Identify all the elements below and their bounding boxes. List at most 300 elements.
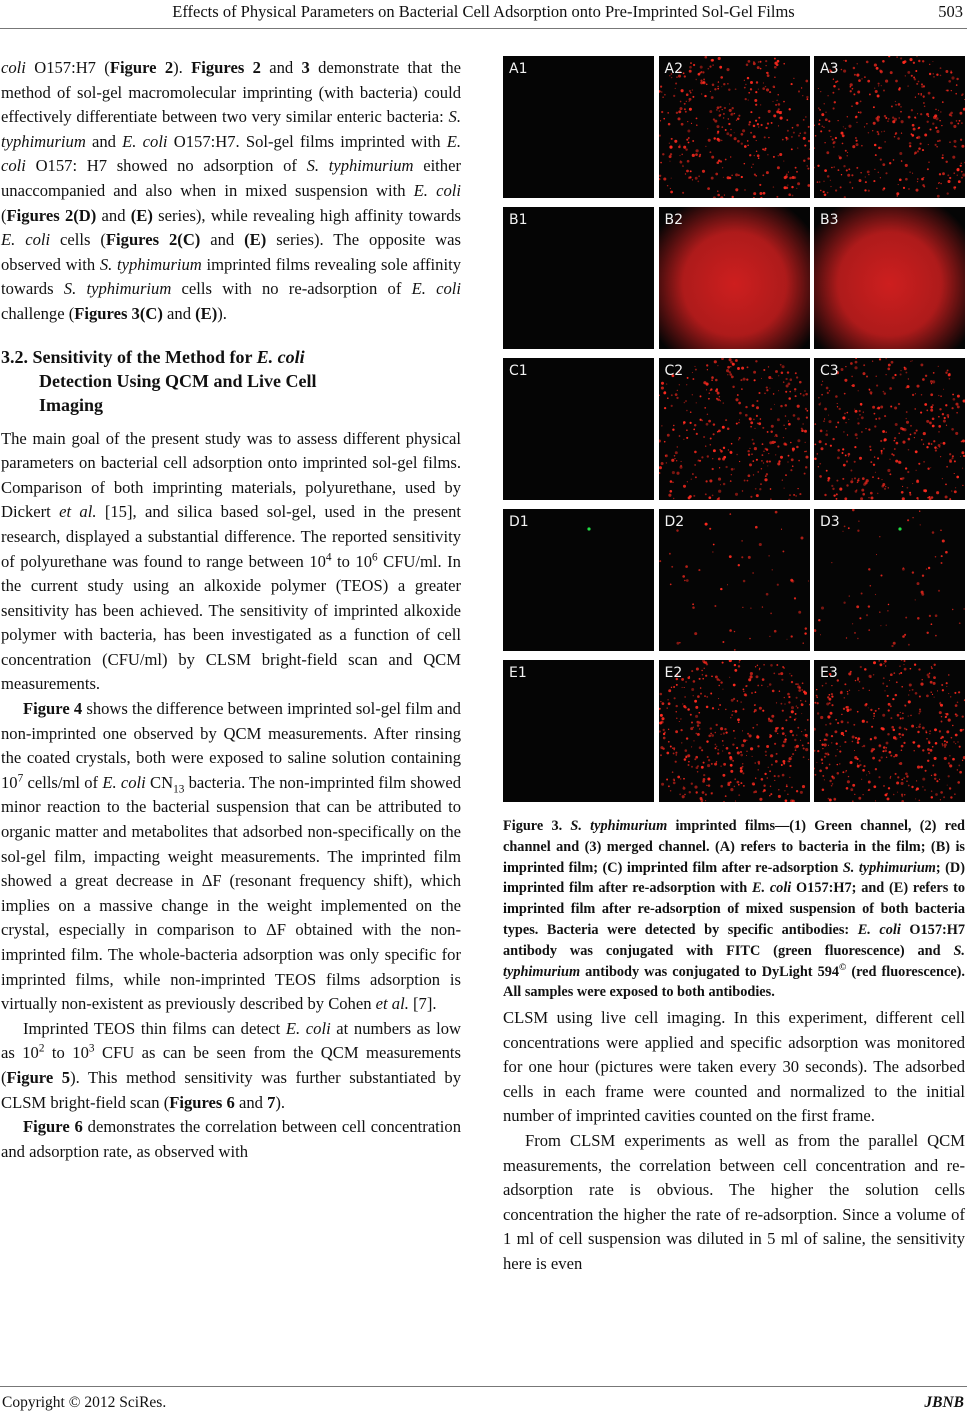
bacterium-spot — [662, 733, 664, 735]
bacterium-spot — [741, 556, 743, 558]
bacterium-spot — [684, 580, 685, 581]
bacterium-spot — [950, 70, 951, 71]
bacterium-spot — [691, 179, 692, 180]
bacterium-spot — [949, 113, 952, 116]
bacterium-spot — [877, 95, 880, 98]
bacterium-spot — [927, 760, 929, 762]
bacterium-spot — [823, 127, 825, 129]
bacterium-spot — [713, 137, 715, 139]
bacterium-spot — [777, 108, 779, 110]
bacterium-spot — [701, 170, 704, 173]
bacterium-spot — [854, 477, 856, 479]
bacterium-spot — [761, 685, 763, 687]
bacterium-spot — [950, 696, 951, 697]
bacterium-spot — [728, 371, 730, 373]
bacterium-spot — [667, 785, 669, 787]
text-run: Figures 3(C) — [74, 303, 163, 323]
text-run: O157:H7; and (E) refers to imprinted film after re-adsorption of mixed suspension of both bacteria types. Bacteria were detected by specific antibodies: — [503, 880, 966, 938]
bacterium-spot — [733, 137, 736, 140]
bacterium-spot — [936, 146, 937, 147]
bacterium-spot — [941, 716, 942, 717]
bacterium-spot — [956, 120, 958, 122]
text-run: E. coli — [411, 279, 462, 299]
journal-abbreviation: JBNB — [924, 1394, 964, 1411]
bacterium-spot — [962, 760, 963, 761]
bacterium-spot — [717, 88, 719, 90]
bacterium-spot — [846, 770, 847, 771]
bacterium-spot — [872, 361, 873, 362]
bacterium-spot — [893, 642, 896, 645]
bacterium-spot — [801, 744, 803, 746]
bacterium-spot — [886, 747, 887, 748]
bacterium-spot — [852, 736, 855, 739]
bacterium-spot — [708, 392, 710, 394]
bacterium-spot — [857, 638, 858, 639]
bacterium-spot — [939, 779, 940, 780]
bacterium-spot — [935, 635, 937, 637]
bacterium-spot — [788, 696, 790, 698]
bacterium-spot — [727, 366, 730, 369]
bacterium-spot — [778, 673, 780, 675]
bacterium-spot — [819, 119, 821, 121]
bacterium-spot — [918, 127, 920, 129]
bacterium-spot — [948, 80, 951, 83]
bacterium-spot — [828, 420, 831, 423]
bacterium-spot — [907, 519, 909, 521]
bacterium-spot — [793, 597, 795, 599]
text-run: [15], and silica based sol-gel, used in the present research, displayed a substantial difference. The reported sensitivity of polyurethane was found to range between 10 — [1, 502, 462, 571]
bacterium-spot — [936, 74, 938, 76]
bacterium-spot — [697, 460, 698, 461]
bacterium-spot — [936, 130, 939, 133]
text-run: at numbers as low as 10 — [1, 1018, 461, 1063]
bacterium-spot — [752, 791, 754, 793]
bacterium-spot — [757, 761, 760, 764]
bacterium-spot — [953, 186, 956, 189]
bacterium-spot — [825, 733, 827, 735]
bacterium-spot — [704, 407, 706, 409]
bacterium-spot — [806, 737, 807, 738]
bacterium-spot — [794, 739, 796, 741]
bacterium-spot — [879, 70, 882, 73]
bacterium-spot — [749, 419, 751, 421]
bacterium-spot — [940, 456, 941, 457]
bacterium-spot — [820, 716, 823, 719]
bacterium-spot — [788, 193, 791, 196]
bacterium-spot — [676, 446, 677, 447]
bacterium-spot — [779, 117, 782, 120]
bacterium-spot — [940, 75, 942, 77]
bacterium-spot — [742, 708, 744, 710]
bacterium-spot — [784, 741, 786, 743]
bacterium-spot — [915, 70, 917, 72]
bacterium-spot — [924, 789, 925, 790]
bacterium-spot — [799, 493, 801, 495]
bacterium-spot — [682, 192, 684, 194]
bacterium-spot — [695, 153, 698, 156]
bacterium-spot — [774, 730, 777, 733]
bacterium-spot — [822, 775, 824, 777]
figure-3-micrograph-grid — [503, 56, 965, 804]
text-run: Figure 6 — [23, 1117, 83, 1137]
bacterium-spot — [683, 75, 685, 77]
bacterium-spot — [852, 784, 855, 787]
bacterium-spot — [952, 455, 954, 457]
bacterium-spot — [729, 764, 732, 767]
bacterium-spot — [790, 148, 792, 150]
bacterium-spot — [882, 683, 884, 685]
bacterium-spot — [695, 79, 696, 80]
bacterium-spot — [705, 445, 706, 446]
bacterium-spot — [832, 142, 834, 144]
bacterium-spot — [914, 437, 915, 438]
bacterium-spot — [819, 181, 820, 182]
bacterium-spot — [703, 381, 706, 384]
bacterium-spot — [900, 373, 902, 375]
bacterium-spot — [720, 681, 722, 683]
bacterium-spot — [674, 140, 677, 143]
bacterium-spot — [730, 443, 732, 445]
bacterium-spot — [942, 689, 944, 691]
bacterium-spot — [841, 174, 842, 175]
bacterium-spot — [938, 431, 939, 432]
bacterium-spot — [773, 775, 775, 777]
bacterium-spot — [845, 706, 847, 708]
bacterium-spot — [771, 378, 772, 379]
bacterium-spot — [948, 762, 950, 764]
bacterium-spot — [846, 484, 848, 486]
text-run: S. typhimurium — [306, 156, 414, 176]
text-run: imprinted films revealing sole affinity towards — [1, 254, 461, 299]
bacterium-spot — [959, 120, 961, 122]
bacterium-spot — [848, 419, 849, 420]
bacterium-spot — [778, 111, 781, 114]
bacterium-spot — [741, 730, 742, 731]
bacterium-spot — [804, 734, 807, 737]
bacterium-spot — [747, 474, 750, 477]
text-run: to 10 — [331, 551, 373, 571]
bacterium-spot — [911, 109, 913, 111]
bacterium-spot — [816, 696, 818, 698]
bacterium-spot — [731, 363, 734, 366]
bacterium-spot — [953, 398, 956, 401]
bacterium-spot — [847, 434, 848, 435]
bacterium-spot — [762, 192, 765, 195]
bacterium-spot — [937, 140, 939, 142]
micrograph-panel-a2 — [659, 56, 810, 198]
bacterium-spot — [788, 108, 790, 110]
bacterium-spot — [689, 92, 691, 94]
green-fluorescent-spot — [898, 527, 901, 530]
bacterium-spot — [964, 162, 965, 163]
bacterium-spot — [760, 197, 762, 198]
bacterium-spot — [741, 490, 742, 491]
bacterium-spot — [755, 415, 757, 417]
bacterium-spot — [682, 166, 683, 167]
bacterium-spot — [703, 436, 705, 438]
micrograph-panel-c2 — [659, 358, 810, 500]
bacterium-spot — [796, 147, 797, 148]
text-run: either unaccompanied and also when in mixed suspension with — [1, 156, 461, 200]
bacterium-spot — [894, 406, 897, 409]
bacterium-spot — [757, 61, 759, 63]
bacterium-spot — [863, 364, 865, 366]
bacterium-spot — [837, 422, 839, 424]
bacterium-spot — [949, 755, 951, 757]
bacterium-spot — [685, 148, 687, 150]
bacterium-spot — [926, 632, 928, 634]
text-run: S. typhimurium — [99, 254, 202, 274]
bacterium-spot — [876, 67, 879, 70]
bacterium-spot — [864, 76, 866, 78]
bacterium-spot — [954, 173, 955, 174]
bacterium-spot — [752, 572, 754, 574]
bacterium-spot — [717, 57, 720, 60]
bacterium-spot — [659, 466, 662, 469]
bacterium-spot — [765, 171, 768, 174]
bacterium-spot — [919, 511, 920, 512]
bacterium-spot — [762, 148, 764, 150]
bacterium-spot — [719, 66, 722, 69]
bacterium-spot — [660, 162, 662, 164]
bacterium-spot — [942, 101, 944, 103]
bacterium-spot — [936, 188, 937, 189]
bacterium-spot — [824, 418, 825, 419]
bacterium-spot — [859, 179, 862, 182]
text-run: and — [162, 303, 196, 323]
bacterium-spot — [932, 404, 934, 406]
bacterium-spot — [720, 785, 723, 788]
bacterium-spot — [858, 797, 861, 800]
bacterium-spot — [750, 111, 752, 113]
bacterium-spot — [814, 702, 816, 704]
bacterium-spot — [764, 478, 767, 481]
bacterium-spot — [955, 487, 956, 488]
bacterium-spot — [950, 122, 953, 125]
text-run: 7 — [17, 772, 24, 785]
bacterium-spot — [766, 745, 769, 748]
bacterium-spot — [687, 708, 690, 711]
bacterium-spot — [887, 695, 889, 697]
bacterium-spot — [685, 681, 687, 683]
bacterium-spot — [828, 415, 829, 416]
bacterium-spot — [659, 560, 661, 562]
bacterium-spot — [660, 746, 663, 749]
bacterium-spot — [743, 693, 746, 696]
bacterium-spot — [835, 137, 837, 139]
bacterium-spot — [783, 187, 784, 188]
bacterium-spot — [890, 71, 893, 74]
bacterium-spot — [814, 147, 815, 149]
bacterium-spot — [854, 756, 857, 759]
text-run: antibody was conjugated to DyLight 594 — [580, 963, 840, 980]
bacterium-spot — [945, 70, 948, 73]
bacterium-spot — [688, 100, 689, 101]
bacterium-spot — [742, 378, 745, 381]
bacterium-spot — [784, 735, 785, 736]
bacterium-spot — [672, 428, 674, 430]
bacterium-spot — [942, 745, 944, 747]
bacterium-spot — [756, 724, 758, 726]
bacterium-spot — [764, 392, 766, 394]
bacterium-spot — [935, 793, 938, 796]
bacterium-spot — [878, 744, 881, 747]
bacterium-spot — [864, 126, 865, 127]
bacterium-spot — [923, 489, 926, 492]
micrograph-image — [814, 509, 965, 651]
bacterium-spot — [949, 141, 951, 143]
bacterium-spot — [784, 415, 786, 417]
bacterium-spot — [960, 456, 961, 457]
bacterium-spot — [668, 689, 671, 692]
bacterium-spot — [726, 132, 729, 135]
bacterium-spot — [805, 393, 808, 396]
bacterium-spot — [861, 416, 864, 419]
bacterium-spot — [947, 192, 949, 194]
bacterium-spot — [857, 422, 859, 424]
bacterium-spot — [901, 749, 903, 751]
bacterium-spot — [752, 197, 754, 198]
bacterium-spot — [926, 446, 928, 448]
bacterium-spot — [666, 185, 667, 186]
bacterium-spot — [948, 775, 950, 777]
bacterium-spot — [692, 473, 694, 475]
bacterium-spot — [874, 425, 876, 427]
bacterium-spot — [910, 361, 911, 362]
bacterium-spot — [902, 486, 903, 487]
bacterium-spot — [848, 125, 851, 128]
bacterium-spot — [845, 60, 847, 62]
bacterium-spot — [871, 726, 873, 728]
bacterium-spot — [730, 770, 733, 773]
bacterium-spot — [774, 743, 776, 745]
bacterium-spot — [683, 786, 684, 787]
bacterium-spot — [881, 453, 883, 455]
bacterium-spot — [940, 67, 942, 69]
bacterium-spot — [919, 695, 921, 697]
bacterium-spot — [788, 499, 790, 500]
bacterium-spot — [856, 167, 858, 169]
bacterium-spot — [935, 614, 938, 617]
section-heading — [1, 345, 461, 417]
bacterium-spot — [878, 172, 879, 173]
micrograph-image — [503, 509, 654, 651]
bacterium-spot — [867, 170, 870, 173]
bacterium-spot — [904, 668, 907, 671]
bacterium-spot — [708, 420, 711, 423]
bacterium-spot — [855, 358, 857, 359]
bacterium-spot — [944, 740, 946, 742]
bacterium-spot — [670, 394, 672, 396]
bacterium-spot — [921, 439, 923, 441]
bacterium-spot — [769, 388, 770, 389]
bacterium-spot — [794, 167, 796, 169]
bacterium-spot — [746, 77, 748, 79]
bacterium-spot — [847, 116, 848, 117]
bacterium-spot — [678, 146, 681, 149]
bacterium-spot — [765, 88, 768, 91]
bacterium-spot — [695, 756, 698, 759]
bacterium-spot — [705, 83, 707, 85]
bacterium-spot — [923, 186, 925, 188]
bacterium-spot — [873, 748, 875, 750]
bacterium-spot — [834, 101, 836, 103]
bacterium-spot — [962, 440, 965, 443]
bacterium-spot — [683, 687, 684, 688]
bacterium-spot — [715, 724, 717, 726]
micrograph-image — [503, 358, 654, 500]
bacterium-spot — [950, 796, 952, 798]
text-run: E. coli — [122, 131, 168, 151]
bacterium-spot — [885, 431, 887, 433]
bacterium-spot — [802, 137, 805, 140]
text-run: ). — [173, 58, 192, 77]
bacterium-spot — [842, 416, 845, 419]
bacterium-spot — [758, 392, 760, 394]
bacterium-spot — [737, 721, 739, 723]
bacterium-spot — [796, 171, 798, 173]
bacterium-spot — [832, 783, 834, 785]
bacterium-spot — [696, 721, 699, 724]
bacterium-spot — [964, 99, 965, 100]
bacterium-spot — [837, 772, 840, 775]
bacterium-spot — [847, 721, 849, 723]
bacterium-spot — [683, 146, 686, 149]
bacterium-spot — [805, 748, 808, 751]
bacterium-spot — [949, 177, 951, 179]
bacterium-spot — [694, 758, 696, 760]
bacterium-spot — [660, 754, 662, 756]
bacterium-spot — [735, 423, 737, 425]
bacterium-spot — [730, 366, 731, 367]
bacterium-spot — [798, 687, 800, 689]
bacterium-spot — [873, 718, 874, 719]
bacterium-spot — [679, 160, 680, 161]
bacterium-spot — [755, 494, 758, 497]
bacterium-spot — [790, 706, 793, 709]
bacterium-spot — [731, 175, 732, 176]
bacterium-spot — [672, 498, 673, 499]
bacterium-spot — [806, 96, 808, 98]
bacterium-spot — [803, 691, 805, 693]
bacterium-spot — [913, 77, 915, 79]
bacterium-spot — [752, 727, 754, 729]
bacterium-spot — [778, 460, 780, 462]
bacterium-spot — [768, 683, 771, 686]
bacterium-spot — [956, 84, 958, 86]
bacterium-spot — [697, 181, 699, 183]
bacterium-spot — [938, 444, 941, 447]
bacterium-spot — [857, 763, 858, 764]
bacterium-spot — [958, 691, 960, 693]
bacterium-spot — [659, 708, 661, 710]
bacterium-spot — [891, 726, 894, 729]
bacterium-spot — [758, 543, 761, 546]
bacterium-spot — [888, 709, 890, 711]
bacterium-spot — [880, 440, 882, 442]
bacterium-spot — [846, 637, 847, 638]
bacterium-spot — [916, 83, 918, 85]
bacterium-spot — [731, 196, 733, 198]
text-run: Figure 2 — [109, 58, 174, 77]
bacterium-spot — [773, 66, 776, 69]
bacterium-spot — [852, 478, 853, 479]
bacterium-spot — [847, 780, 850, 783]
bacterium-spot — [737, 665, 739, 667]
bacterium-spot — [791, 186, 793, 188]
bacterium-spot — [853, 724, 855, 726]
bacterium-spot — [706, 756, 708, 758]
